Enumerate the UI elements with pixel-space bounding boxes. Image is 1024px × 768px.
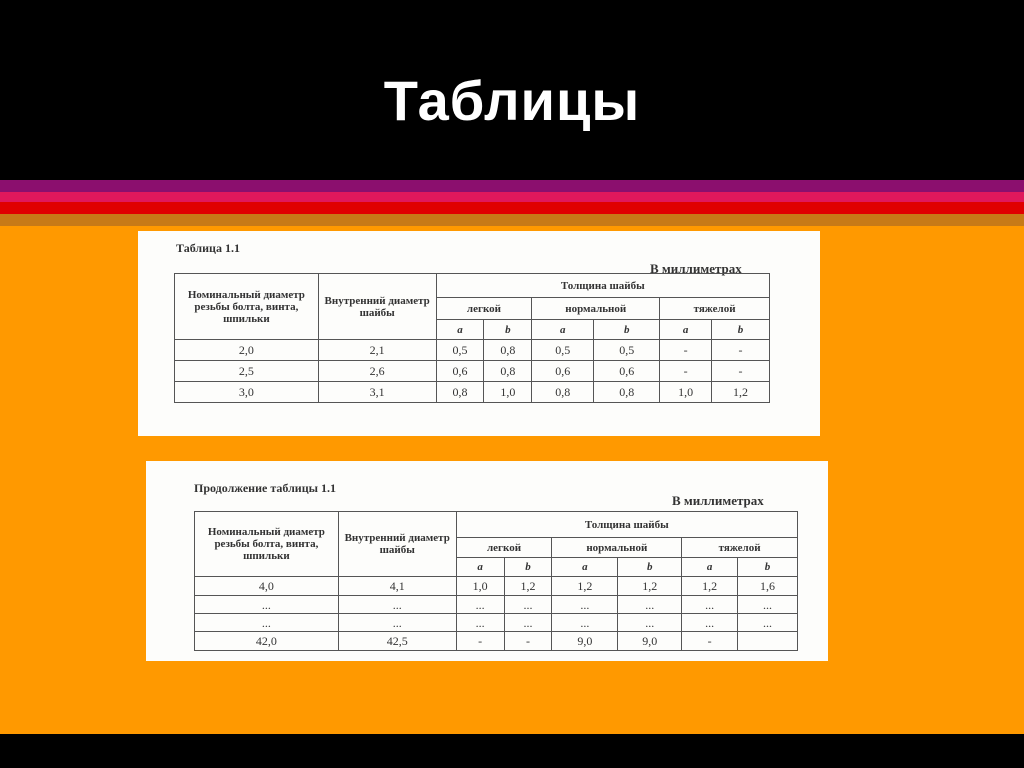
cell: ... bbox=[552, 614, 618, 632]
letter-b: b bbox=[618, 558, 682, 577]
header-heavy: тяжелой bbox=[660, 298, 770, 320]
cell: ... bbox=[504, 596, 552, 614]
washer-table bbox=[174, 273, 770, 403]
header-light: легкой bbox=[456, 538, 552, 558]
cell: 1,0 bbox=[456, 577, 504, 596]
header-inner-diameter: Внутренний диаметр шайбы bbox=[318, 274, 436, 340]
cell: 42,0 bbox=[195, 632, 339, 651]
cell: 1,2 bbox=[552, 577, 618, 596]
cell: 3,1 bbox=[318, 382, 436, 403]
cell: 1,0 bbox=[484, 382, 532, 403]
header-nominal-diameter: Номинальный диаметр резьбы болта, винта, шпильки bbox=[195, 512, 339, 577]
cell: ... bbox=[552, 596, 618, 614]
header-inner-diameter: Внутренний диаметр шайбы bbox=[338, 512, 456, 577]
letter-b: b bbox=[738, 558, 798, 577]
letter-b: b bbox=[594, 320, 660, 340]
cell: - bbox=[660, 340, 712, 361]
cell: - bbox=[456, 632, 504, 651]
header-thickness: Толщина шайбы bbox=[456, 512, 797, 538]
cell: 1,2 bbox=[618, 577, 682, 596]
letter-a: a bbox=[682, 558, 738, 577]
cell: 9,0 bbox=[618, 632, 682, 651]
cell: 0,6 bbox=[436, 361, 484, 382]
letter-a: a bbox=[456, 558, 504, 577]
cell: ... bbox=[456, 596, 504, 614]
cell: - bbox=[660, 361, 712, 382]
table-image-2 bbox=[146, 461, 828, 661]
cell: ... bbox=[682, 596, 738, 614]
header-nominal-diameter: Номинальный диаметр резьбы болта, винта, шпильки bbox=[175, 274, 319, 340]
cell: 2,6 bbox=[318, 361, 436, 382]
header-normal: нормальной bbox=[532, 298, 660, 320]
slide-title: Таблицы bbox=[383, 69, 641, 132]
letter-b: b bbox=[484, 320, 532, 340]
table-caption: Продолжение таблицы 1.1 bbox=[194, 481, 337, 495]
header-heavy: тяжелой bbox=[682, 538, 798, 558]
letter-b: b bbox=[504, 558, 552, 577]
cell: 4,0 bbox=[195, 577, 339, 596]
cell: 0,8 bbox=[484, 340, 532, 361]
cell: ... bbox=[504, 614, 552, 632]
cell: 3,0 bbox=[175, 382, 319, 403]
cell: 0,8 bbox=[594, 382, 660, 403]
cell: 0,8 bbox=[484, 361, 532, 382]
cell: - bbox=[504, 632, 552, 651]
cell: ... bbox=[618, 614, 682, 632]
cell: 1,2 bbox=[504, 577, 552, 596]
cell: ... bbox=[195, 614, 339, 632]
cell: ... bbox=[682, 614, 738, 632]
table-caption: Таблица 1.1 bbox=[176, 241, 240, 255]
cell: 9,0 bbox=[552, 632, 618, 651]
table-row bbox=[195, 614, 798, 632]
table-row bbox=[175, 361, 770, 382]
cell: - bbox=[682, 632, 738, 651]
units-label: В миллиметрах bbox=[672, 493, 764, 508]
cell: ... bbox=[338, 614, 456, 632]
cell: 0,6 bbox=[594, 361, 660, 382]
cell: 2,1 bbox=[318, 340, 436, 361]
letter-a: a bbox=[552, 558, 618, 577]
cell: 1,2 bbox=[712, 382, 770, 403]
cell: 0,5 bbox=[436, 340, 484, 361]
cell bbox=[738, 632, 798, 651]
cell: - bbox=[712, 361, 770, 382]
header-light: легкой bbox=[436, 298, 532, 320]
cell: ... bbox=[338, 596, 456, 614]
cell: 0,5 bbox=[532, 340, 594, 361]
header-normal: нормальной bbox=[552, 538, 682, 558]
cell: ... bbox=[456, 614, 504, 632]
stripe-brown bbox=[0, 214, 1024, 226]
cell: 1,2 bbox=[682, 577, 738, 596]
letter-a: a bbox=[660, 320, 712, 340]
cell: 0,8 bbox=[436, 382, 484, 403]
header-thickness: Толщина шайбы bbox=[436, 274, 769, 298]
washer-table-continued bbox=[194, 511, 798, 651]
table-row bbox=[175, 382, 770, 403]
cell: 4,1 bbox=[338, 577, 456, 596]
cell: 0,8 bbox=[532, 382, 594, 403]
cell: 2,0 bbox=[175, 340, 319, 361]
cell: 42,5 bbox=[338, 632, 456, 651]
letter-b: b bbox=[712, 320, 770, 340]
bottom-bar bbox=[0, 734, 1024, 768]
cell: 1,6 bbox=[738, 577, 798, 596]
table-row bbox=[195, 577, 798, 596]
cell: ... bbox=[738, 596, 798, 614]
letter-a: a bbox=[532, 320, 594, 340]
cell: ... bbox=[618, 596, 682, 614]
cell: ... bbox=[195, 596, 339, 614]
stripe-pink bbox=[0, 192, 1024, 202]
table-row bbox=[175, 340, 770, 361]
cell: ... bbox=[738, 614, 798, 632]
letter-a: a bbox=[436, 320, 484, 340]
table-image-1 bbox=[138, 231, 820, 436]
stripe-red bbox=[0, 202, 1024, 214]
cell: 0,5 bbox=[594, 340, 660, 361]
table-row bbox=[195, 632, 798, 651]
cell: 2,5 bbox=[175, 361, 319, 382]
table-row bbox=[195, 596, 798, 614]
cell: 1,0 bbox=[660, 382, 712, 403]
units-label: В миллиметрах bbox=[650, 261, 742, 276]
cell: - bbox=[712, 340, 770, 361]
cell: 0,6 bbox=[532, 361, 594, 382]
stripe-purple bbox=[0, 180, 1024, 192]
